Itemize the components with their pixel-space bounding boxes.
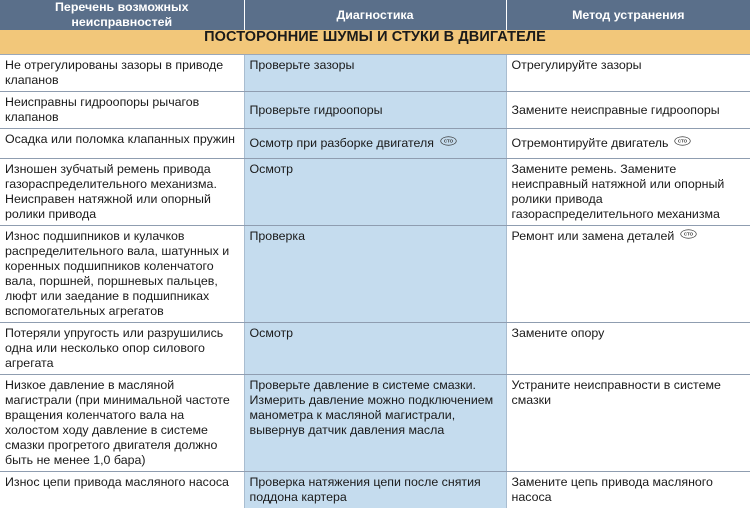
service-station-icon (680, 229, 697, 239)
diagnostic-text: Осмотр при разборке двигателя (250, 136, 434, 150)
fix-cell: Замените неисправные гидроопоры (506, 92, 750, 129)
header-fix-method: Метод устранения (506, 0, 750, 30)
fault-cell: Не отрегулированы зазоры в приводе клапанов (0, 55, 244, 92)
diagnostic-cell: Осмотр (244, 323, 506, 375)
fault-cell: Потеряли упругость или разрушились одна или несколько опор силового агрегата (0, 323, 244, 375)
diagnostic-cell: Проверьте давление в системе смазки. Измерить давление можно подключением манометра к масляной магистрали, вывернув датчик давления масла (244, 375, 506, 472)
table-row (0, 226, 750, 323)
fix-cell (506, 226, 750, 323)
table-row (0, 323, 750, 375)
fault-cell: Изношен зубчатый ремень привода газораспределительного механизма. Неисправен натяжной или опорный ролики привода (0, 159, 244, 226)
table-row (0, 159, 750, 226)
fault-cell: Износ цепи привода масляного насоса (0, 472, 244, 508)
diagnostic-cell: Проверка (244, 226, 506, 323)
table-header-row (0, 0, 750, 30)
fix-text: Ремонт или замена деталей (512, 229, 675, 243)
fix-cell: Отрегулируйте зазоры (506, 55, 750, 92)
service-station-icon (440, 136, 457, 146)
table-row (0, 92, 750, 129)
fault-cell: Неисправны гидроопоры рычагов клапанов (0, 92, 244, 129)
fix-cell: Замените опору (506, 323, 750, 375)
fault-cell: Низкое давление в масляной магистрали (при минимальной частоте вращения коленчатого вала на холостом ходу давление в системе смазки прогретого двигателя должно быть не менее 1,0 бара) (0, 375, 244, 472)
diagnostic-cell (244, 129, 506, 159)
fix-cell: Замените ремень. Замените неисправный натяжной или опорный ролики привода газораспределительного механизма (506, 159, 750, 226)
fix-cell: Замените цепь привода масляного насоса (506, 472, 750, 508)
section-row (0, 30, 750, 55)
table-row (0, 129, 750, 159)
header-diagnostics: Диагностика (244, 0, 506, 30)
section-title: ПОСТОРОННИЕ ШУМЫ И СТУКИ В ДВИГАТЕЛЕ (0, 30, 750, 55)
table-row (0, 472, 750, 508)
service-station-icon (674, 136, 691, 146)
fault-cell: Осадка или поломка клапанных пружин (0, 129, 244, 159)
header-faults: Перечень возможных неисправностей (0, 0, 244, 30)
fix-text: Отремонтируйте двигатель (512, 136, 669, 150)
diagnostic-cell: Проверьте гидроопоры (244, 92, 506, 129)
table-row (0, 55, 750, 92)
fix-cell: Устраните неисправности в системе смазки (506, 375, 750, 472)
diagnostic-cell: Осмотр (244, 159, 506, 226)
diagnostic-cell: Проверьте зазоры (244, 55, 506, 92)
fix-cell (506, 129, 750, 159)
fault-cell: Износ подшипников и кулачков распределительного вала, шатунных и коренных подшипников коленчатого вала, поршней, поршневых пальцев, люфт или заедание в подшипниках вспомогательных агрегатов (0, 226, 244, 323)
diagnostic-cell: Проверка натяжения цепи после снятия поддона картера (244, 472, 506, 508)
